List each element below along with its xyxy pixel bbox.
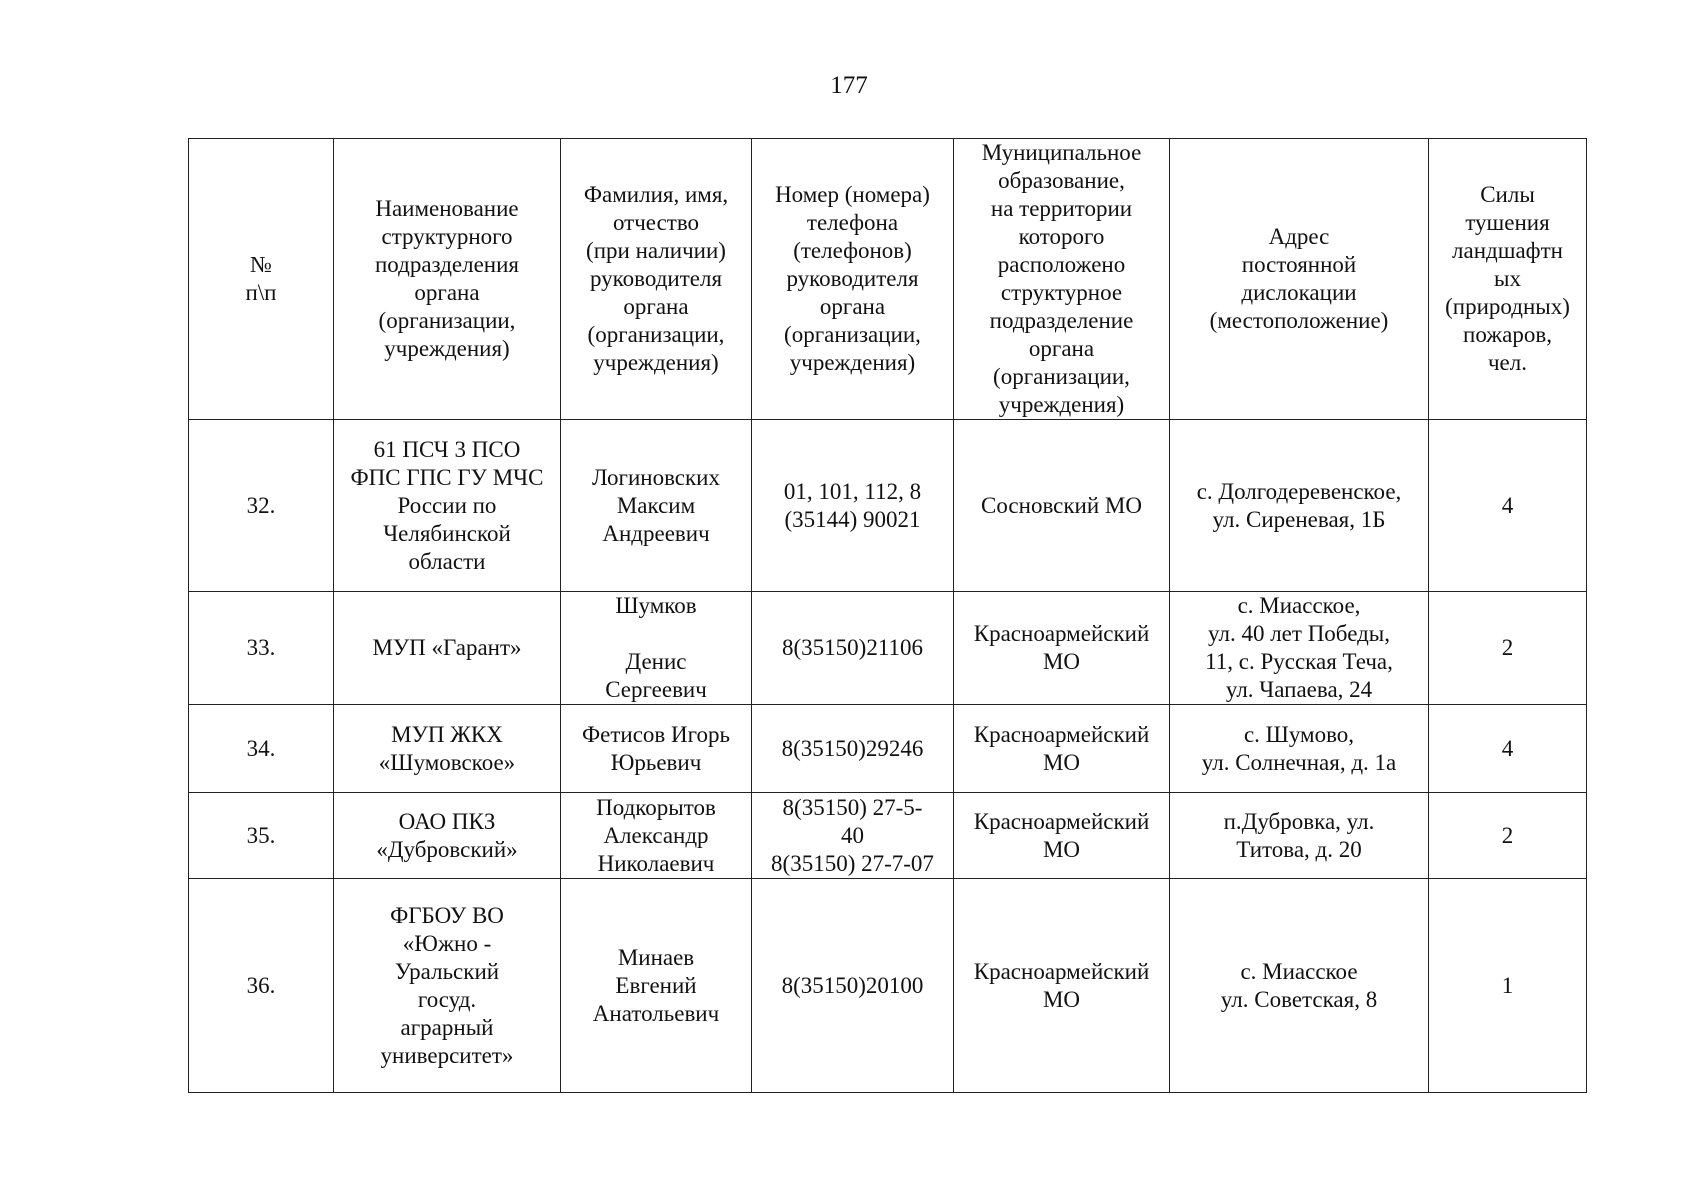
- table-row: [189, 592, 1587, 705]
- header-head-name: Фамилия, имя, отчество (при наличии) руководителя органа (организации, учреждения): [561, 139, 752, 420]
- cell-number: 34.: [189, 705, 334, 793]
- header-address: Адрес постоянной дислокации (местоположение): [1170, 139, 1429, 420]
- cell-phone: 8(35150)20100: [752, 879, 954, 1093]
- cell-unit-name: ОАО ПКЗ «Дубровский»: [334, 793, 561, 879]
- cell-address: с. Миасское ул. Советская, 8: [1170, 879, 1429, 1093]
- cell-phone: 8(35150)21106: [752, 592, 954, 705]
- table-row: [189, 705, 1587, 793]
- table-row: [189, 420, 1587, 592]
- cell-municipality: Красноармейский МО: [954, 793, 1170, 879]
- cell-address: п.Дубровка, ул. Титова, д. 20: [1170, 793, 1429, 879]
- cell-unit-name: ФГБОУ ВО «Южно - Уральский госуд. аграрный университет»: [334, 879, 561, 1093]
- table-row: [189, 879, 1587, 1093]
- cell-number: 33.: [189, 592, 334, 705]
- cell-address: с. Шумово, ул. Солнечная, д. 1а: [1170, 705, 1429, 793]
- cell-phone: 01, 101, 112, 8 (35144) 90021: [752, 420, 954, 592]
- cell-forces: 1: [1429, 879, 1587, 1093]
- cell-unit-name: 61 ПСЧ 3 ПСО ФПС ГПС ГУ МЧС России по Челябинской области: [334, 420, 561, 592]
- cell-head-name: Шумков Денис Сергеевич: [561, 592, 752, 705]
- cell-head-name: Логиновских Максим Андреевич: [561, 420, 752, 592]
- header-number: № п\п: [189, 139, 334, 420]
- cell-phone: 8(35150)29246: [752, 705, 954, 793]
- cell-forces: 2: [1429, 793, 1587, 879]
- cell-address: с. Миасское, ул. 40 лет Победы, 11, с. Русская Теча, ул. Чапаева, 24: [1170, 592, 1429, 705]
- cell-number: 32.: [189, 420, 334, 592]
- cell-forces: 2: [1429, 592, 1587, 705]
- cell-address: с. Долгодеревенское, ул. Сиреневая, 1Б: [1170, 420, 1429, 592]
- header-unit-name: Наименование структурного подразделения органа (организации, учреждения): [334, 139, 561, 420]
- cell-municipality: Красноармейский МО: [954, 705, 1170, 793]
- cell-forces: 4: [1429, 420, 1587, 592]
- cell-unit-name: МУП «Гарант»: [334, 592, 561, 705]
- cell-forces: 4: [1429, 705, 1587, 793]
- cell-municipality: Красноармейский МО: [954, 879, 1170, 1093]
- table-header-row: [189, 139, 1587, 420]
- organizations-table: [188, 138, 1587, 1093]
- cell-head-name: Подкорытов Александр Николаевич: [561, 793, 752, 879]
- cell-municipality: Красноармейский МО: [954, 592, 1170, 705]
- cell-phone: 8(35150) 27-5- 40 8(35150) 27-7-07: [752, 793, 954, 879]
- page-number: 177: [830, 72, 868, 99]
- cell-number: 35.: [189, 793, 334, 879]
- header-municipality: Муниципальное образование, на территории которого расположено структурное подразделение органа (организации, учреждения): [954, 139, 1170, 420]
- cell-unit-name: МУП ЖКХ «Шумовское»: [334, 705, 561, 793]
- cell-head-name: Фетисов Игорь Юрьевич: [561, 705, 752, 793]
- table-row: [189, 793, 1587, 879]
- header-forces: Силы тушения ландшафтн ых (природных) пожаров, чел.: [1429, 139, 1587, 420]
- cell-municipality: Сосновский МО: [954, 420, 1170, 592]
- cell-number: 36.: [189, 879, 334, 1093]
- cell-head-name: Минаев Евгений Анатольевич: [561, 879, 752, 1093]
- header-phone: Номер (номера) телефона (телефонов) руководителя органа (организации, учреждения): [752, 139, 954, 420]
